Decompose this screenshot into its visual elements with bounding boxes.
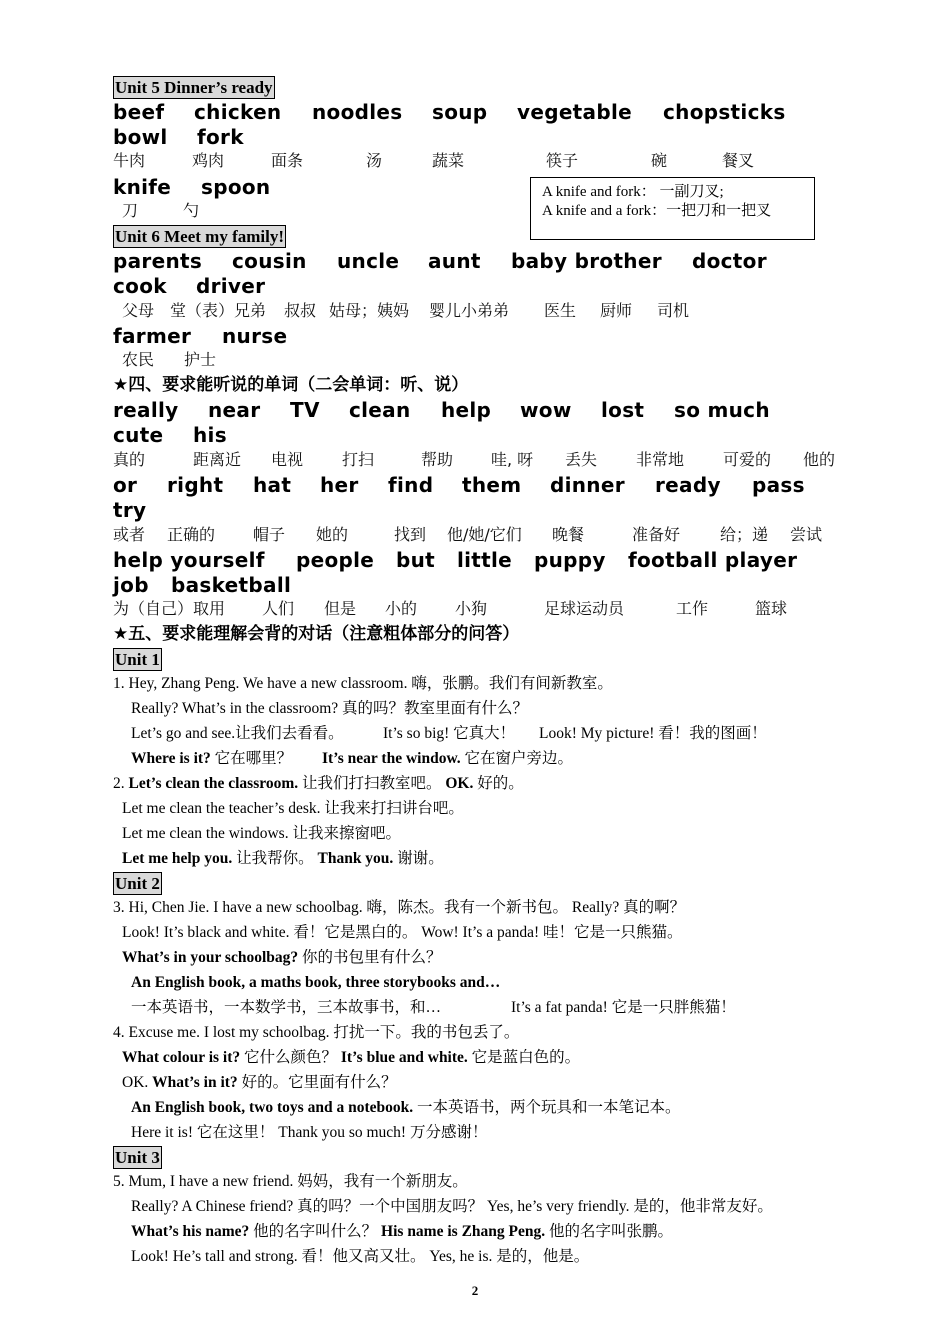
word: baby brother: [511, 249, 662, 273]
unit6-header: Unit 6 Meet my family!: [115, 227, 285, 246]
translation: 医生: [544, 301, 577, 320]
word: basketball: [171, 573, 292, 597]
dialogue-segment: 他的名字叫什么？: [249, 1223, 378, 1240]
dialogue-line: Let me clean the windows. 让我来擦窗吧。: [122, 825, 401, 842]
translation: 小的: [385, 599, 418, 618]
translation: 哇, 呀: [491, 450, 534, 469]
dialogue-line: Really? What’s in the classroom? 真的吗？教室里面有什么？: [131, 700, 529, 717]
dialogue-segment: 它在哪里？: [210, 750, 293, 767]
dialogue-segment: 让我帮你。: [232, 850, 314, 867]
dialogue-line: [122, 1072, 397, 1094]
note-line: A knife and a fork：一把刀和一把叉: [542, 203, 772, 219]
word: little: [457, 548, 513, 572]
translation: 姑母；姨妈: [329, 301, 410, 320]
translation: 帽子: [253, 525, 286, 544]
word: parents: [113, 249, 203, 273]
bold-question: Where is it?: [131, 750, 211, 767]
translation: 汤: [366, 151, 383, 170]
unit5-header: Unit 5 Dinner’s ready: [115, 78, 273, 97]
bold-question: What colour is it?: [122, 1049, 241, 1066]
translation: 工作: [676, 599, 709, 618]
translation: 找到: [394, 525, 427, 544]
word: people: [296, 548, 375, 572]
translation: 蔬菜: [432, 151, 465, 170]
translation: 正确的: [167, 525, 216, 544]
dialogue-segment: 你的书包里有什么？: [298, 949, 442, 966]
bold-answer: It’s blue and white.: [340, 1049, 468, 1066]
word: beef: [113, 100, 165, 124]
dialogue-segment: 让我们打扫教室吧。: [298, 775, 442, 792]
dialogue-segment: 一本英语书，两个玩具和一本笔记本。: [413, 1099, 681, 1116]
word: right: [167, 473, 224, 497]
unit3-header: Unit 3: [115, 1148, 160, 1167]
word: knife: [113, 175, 172, 199]
translation: 他的: [803, 450, 836, 469]
translation: 人们: [262, 599, 295, 618]
unit1-header: Unit 1: [115, 650, 160, 669]
translation: 婴儿小弟弟: [429, 301, 510, 320]
knife-fork-note-box: [530, 177, 815, 240]
dialogue-segment: 它什么颜色？: [240, 1049, 338, 1066]
translation: 给；递: [720, 525, 769, 544]
bold-answer: An English book, a maths book, three storybooks and…: [131, 974, 501, 991]
dialogue-line: Look! It’s black and white. 看！它是黑白的。 Wow! It’s a panda! 哇！它是一只熊猫。: [122, 924, 683, 941]
translation: 勺: [183, 201, 200, 220]
bold-question: What’s in your schoolbag?: [122, 949, 299, 966]
dialogue-line: [131, 1221, 673, 1243]
dialogue-segment: 好的。它里面有什么？: [237, 1074, 397, 1091]
translation: 农民: [122, 350, 155, 369]
word: chicken: [194, 100, 282, 124]
translation: 篮球: [755, 599, 788, 618]
word: help yourself: [113, 548, 265, 572]
word: or: [113, 473, 138, 497]
word: dinner: [550, 473, 625, 497]
word: her: [320, 473, 359, 497]
dialogue-line: 1. Hey, Zhang Peng. We have a new classroom. 嗨，张鹏。我们有间新教室。: [113, 675, 613, 692]
word: wow: [520, 398, 572, 422]
dialogue-segment: OK.: [122, 1074, 153, 1091]
dialogue-segment: 它在窗户旁边。: [460, 750, 574, 767]
translation: 准备好: [632, 525, 681, 544]
dialogue-line: [131, 972, 500, 994]
dialogue-segment: 他的名字叫张鹏。: [545, 1223, 674, 1240]
word: fork: [197, 125, 244, 149]
word: hat: [253, 473, 292, 497]
dialogue-line: 4. Excuse me. I lost my schoolbag. 打扰一下。我的书包丢了。: [113, 1024, 520, 1041]
translation: 足球运动员: [544, 599, 625, 618]
dialogue-line: [122, 947, 442, 969]
word: doctor: [692, 249, 767, 273]
section4-title: ★四、要求能听说的单词（二会单词：听、说）: [113, 375, 469, 395]
word: chopsticks: [663, 100, 786, 124]
translation: 刀: [122, 201, 139, 220]
note-line: A knife and fork： 一副刀叉;: [542, 184, 724, 200]
word: farmer: [113, 324, 192, 348]
translation: 晚餐: [552, 525, 585, 544]
dialogue-segment: 谢谢。: [393, 850, 444, 867]
dialogue-line: [122, 1047, 580, 1069]
dialogue-segment: 好的。: [473, 775, 524, 792]
word: help: [441, 398, 492, 422]
word: puppy: [534, 548, 606, 572]
dialogue-segment: 一本英语书，一本数学书，三本故事书，和…: [131, 999, 442, 1016]
word: clean: [349, 398, 411, 422]
translation: 小狗: [455, 599, 488, 618]
word: lost: [601, 398, 645, 422]
bold-answer: His name is Zhang Peng.: [381, 1223, 546, 1240]
translation: 或者: [113, 525, 146, 544]
translation: 厨师: [600, 301, 633, 320]
translation: 筷子: [546, 151, 579, 170]
translation: 司机: [657, 301, 690, 320]
word: so much: [674, 398, 770, 422]
translation: 面条: [271, 151, 304, 170]
unit2-header: Unit 2: [115, 874, 160, 893]
dialogue-segment: 2.: [113, 775, 129, 792]
bold-answer: It’s near the window.: [322, 750, 461, 767]
word: football player: [628, 548, 798, 572]
dialogue-segment: It’s so big! 它真大！: [383, 725, 516, 742]
word: pass: [752, 473, 805, 497]
dialogue-line: Let me clean the teacher’s desk. 让我来打扫讲台吧。: [122, 800, 464, 817]
translation: 可爱的: [723, 450, 772, 469]
word: them: [462, 473, 522, 497]
word: cute: [113, 423, 164, 447]
dialogue-line: [131, 1097, 681, 1119]
word: vegetable: [517, 100, 632, 124]
dialogue-line: Here it is! 它在这里！ Thank you so much! 万分感谢！: [131, 1124, 488, 1141]
word: really: [113, 398, 179, 422]
translation: 牛肉: [113, 151, 146, 170]
bold-answer: Thank you.: [317, 850, 394, 867]
dialogue-line: 5. Mum, I have a new friend. 妈妈，我有一个新朋友。: [113, 1173, 468, 1190]
translation: 真的: [113, 450, 146, 469]
word: driver: [196, 274, 266, 298]
word: bowl: [113, 125, 168, 149]
bold-question: Let me help you.: [122, 850, 233, 867]
word: try: [113, 498, 147, 522]
word: near: [208, 398, 261, 422]
translation: 他/她/它们: [447, 525, 522, 544]
bold-question: What’s in it?: [152, 1074, 238, 1091]
dialogue-segment: It’s a fat panda! 它是一只胖熊猫！: [511, 999, 736, 1016]
word: spoon: [201, 175, 271, 199]
translation: 鸡肉: [192, 151, 225, 170]
word: aunt: [428, 249, 481, 273]
dialogue-line: [122, 848, 444, 870]
word: but: [396, 548, 436, 572]
translation: 叔叔: [284, 301, 317, 320]
translation: 但是: [324, 599, 357, 618]
word: his: [193, 423, 227, 447]
translation: 父母: [122, 301, 155, 320]
page-number: 2: [471, 1283, 479, 1298]
translation: 碗: [651, 151, 668, 170]
word: uncle: [337, 249, 400, 273]
word: find: [388, 473, 434, 497]
translation: 打扫: [342, 450, 375, 469]
bold-question: Let’s clean the classroom.: [128, 775, 299, 792]
word: soup: [432, 100, 488, 124]
dialogue-line: Look! He’s tall and strong. 看！他又高又壮。 Yes, he is. 是的，他是。: [131, 1248, 590, 1265]
word: TV: [290, 398, 320, 422]
translation: 护士: [184, 350, 217, 369]
bold-question: What’s his name?: [131, 1223, 250, 1240]
translation: 堂（表）兄弟: [170, 301, 267, 320]
dialogue-segment: 它是蓝白色的。: [467, 1049, 581, 1066]
word: job: [113, 573, 149, 597]
translation: 尝试: [790, 525, 823, 544]
translation: 距离近: [193, 450, 242, 469]
dialogue-line: Really? A Chinese friend? 真的吗？一个中国朋友吗？ Yes, he’s very friendly. 是的，他非常友好。: [131, 1198, 773, 1215]
word: ready: [655, 473, 721, 497]
translation: 电视: [271, 450, 304, 469]
translation: 为（自己）取用: [113, 599, 226, 618]
translation: 餐叉: [722, 151, 755, 170]
dialogue-segment: Look! My picture! 看！我的图画！: [539, 725, 767, 742]
dialogue-segment: Let’s go and see.让我们去看看。: [131, 725, 344, 742]
bold-answer: OK.: [445, 775, 474, 792]
section5-title: ★五、要求能理解会背的对话（注意粗体部分的问答）: [113, 624, 520, 644]
bold-answer: An English book, two toys and a notebook.: [131, 1099, 414, 1116]
dialogue-line: [113, 773, 524, 795]
word: noodles: [312, 100, 403, 124]
translation: 帮助: [421, 450, 454, 469]
translation: 丢失: [565, 450, 598, 469]
dialogue-line: 3. Hi, Chen Jie. I have a new schoolbag. 嗨，陈杰。我有一个新书包。 Really? 真的啊？: [113, 899, 686, 916]
translation: 非常地: [636, 450, 685, 469]
word: nurse: [222, 324, 288, 348]
word: cook: [113, 274, 167, 298]
translation: 她的: [316, 525, 349, 544]
word: cousin: [232, 249, 307, 273]
